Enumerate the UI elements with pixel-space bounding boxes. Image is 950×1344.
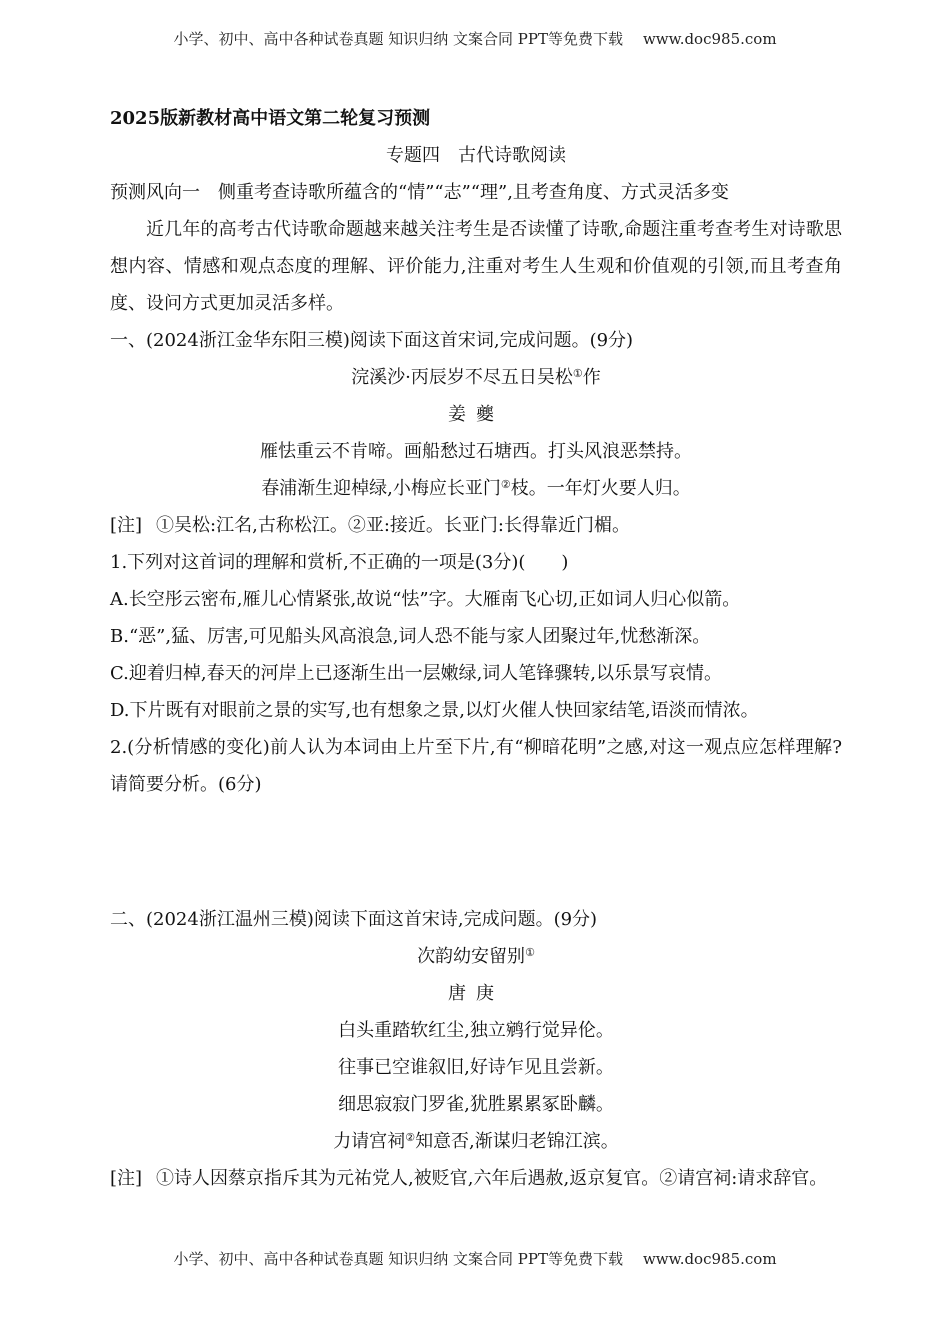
page-footer	[0, 1248, 950, 1269]
section2-poem-line-1: 白头重踏软红尘,独立鹓行觉异伦。	[338, 1020, 614, 1041]
section2-poem-line-3: 细思寂寂门罗雀,犹胜累累冢卧麟。	[338, 1094, 614, 1115]
note-text: ①诗人因蔡京指斥其为元祐党人,被贬官,六年后遇赦,返京复官。②请宫祠:请求辞官。	[156, 1168, 828, 1189]
question-1: 1.下列对这首词的理解和赏析,不正确的一项是(3分)( )	[110, 552, 569, 573]
section2-note	[110, 1160, 842, 1197]
footnote-marker: ①	[525, 946, 535, 959]
answer-space	[110, 803, 842, 901]
footnote-marker: ②	[405, 1131, 416, 1144]
topic-title	[110, 137, 842, 174]
section1-poem-title: 浣溪沙·丙辰岁不尽五日吴松①作	[351, 367, 601, 388]
document-title: 2025版新教材高中语文第二轮复习预测	[110, 108, 431, 129]
section2-poem-author: 唐庚	[448, 983, 504, 1004]
direction-label: 预测风向一	[110, 182, 200, 203]
question-2: 2.(分析情感的变化)前人认为本词由上片至下片,有“柳暗花明”之感,对这一观点应怎样理解?请简要分析。(6分)	[110, 737, 842, 795]
document-body	[110, 100, 842, 1197]
header-url[interactable]: www.doc985.com	[642, 30, 777, 48]
topic-number: 专题四	[386, 145, 440, 166]
topic-name: 古代诗歌阅读	[458, 145, 566, 166]
option-b: B.“恶”,猛、厉害,可见船头风高浪急,词人恐不能与家人团聚过年,忧愁渐深。	[110, 626, 711, 647]
section1-poem-line-1: 雁怯重云不肯啼。画船愁过石塘西。打头风浪恶禁持。	[260, 441, 692, 462]
section2-poem-title: 次韵幼安留别①	[417, 946, 535, 967]
direction-text: 侧重考查诗歌所蕴含的“情”“志”“理”,且考查角度、方式灵活多变	[218, 182, 729, 203]
header-text: 小学、初中、高中各种试卷真题 知识归纳 文案合同 PPT等免费下载	[173, 30, 623, 48]
section2-poem-line-2: 往事已空谁叙旧,好诗乍见且尝新。	[338, 1057, 614, 1078]
footnote-marker: ①	[572, 367, 583, 380]
section2-heading: 二、(2024浙江温州三模)阅读下面这首宋诗,完成问题。(9分)	[110, 909, 598, 930]
note-text: ①吴松:江名,古称松江。②亚:接近。长亚门:长得靠近门楣。	[156, 515, 630, 536]
note-label: [注]	[110, 515, 143, 536]
section1-poem-author: 姜夔	[448, 404, 504, 425]
section2-poem-line-4: 力请宫祠②知意否,渐谋归老锦江滨。	[333, 1131, 619, 1152]
intro-paragraph: 近几年的高考古代诗歌命题越来越关注考生是否读懂了诗歌,命题注重考查考生对诗歌思想内容、情感和观点态度的理解、评价能力,注重对考生人生观和价值观的引领,而且考查角度、设问方式更加灵活多样。	[110, 219, 842, 314]
option-d: D.下片既有对眼前之景的实写,也有想象之景,以灯火催人快回家结笔,语淡而情浓。	[110, 700, 759, 721]
option-a: A.长空彤云密布,雁儿心情紧张,故说“怯”字。大雁南飞心切,正如词人归心似箭。	[110, 589, 741, 610]
section1-note	[110, 507, 842, 544]
prediction-direction	[110, 174, 842, 211]
footnote-marker: ②	[500, 478, 511, 491]
footer-text: 小学、初中、高中各种试卷真题 知识归纳 文案合同 PPT等免费下载	[173, 1250, 623, 1268]
note-label: [注]	[110, 1168, 143, 1189]
footer-url[interactable]: www.doc985.com	[642, 1250, 777, 1268]
section1-poem-line-2: 春浦渐生迎棹绿,小梅应长亚门②枝。一年灯火要人归。	[261, 478, 691, 499]
option-c: C.迎着归棹,春天的河岸上已逐渐生出一层嫩绿,词人笔锋骤转,以乐景写哀情。	[110, 663, 723, 684]
page-header	[0, 28, 950, 49]
section1-heading: 一、(2024浙江金华东阳三模)阅读下面这首宋词,完成问题。(9分)	[110, 330, 634, 351]
